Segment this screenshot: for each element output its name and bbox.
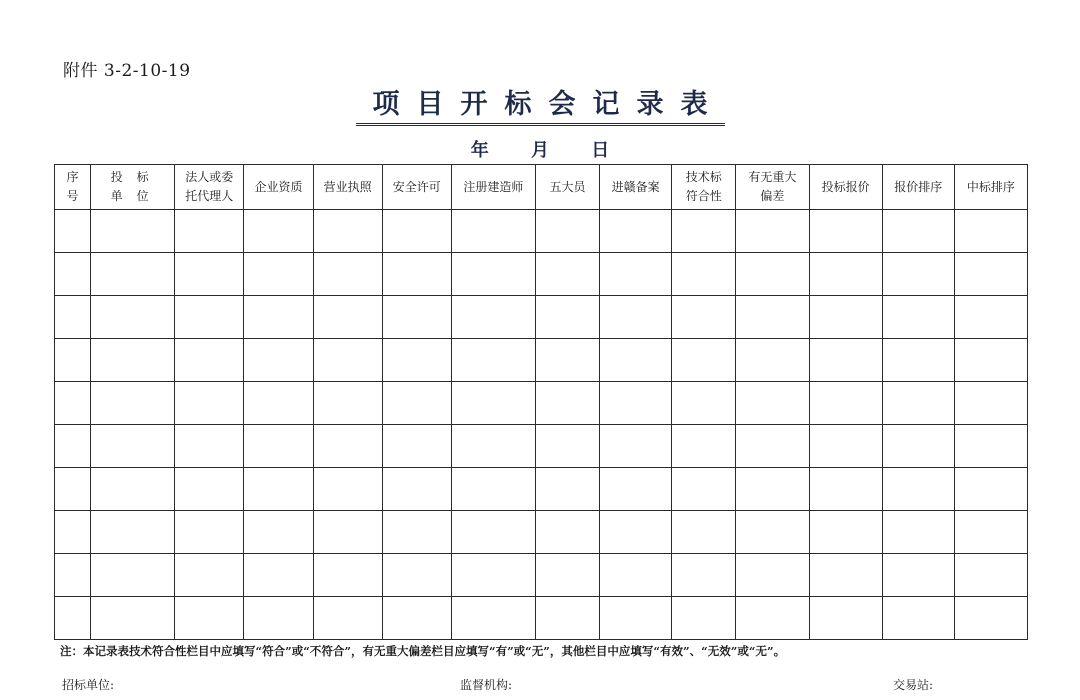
table-cell[interactable] xyxy=(55,382,91,425)
table-cell[interactable] xyxy=(736,425,809,468)
table-cell[interactable] xyxy=(882,339,954,382)
table-cell[interactable] xyxy=(382,382,451,425)
table-cell[interactable] xyxy=(451,382,535,425)
table-cell[interactable] xyxy=(882,210,954,253)
table-cell[interactable] xyxy=(55,511,91,554)
header-legal-rep-label: 法人或委托代理人 xyxy=(185,170,234,203)
table-cell[interactable] xyxy=(535,253,599,296)
table-cell[interactable] xyxy=(672,425,736,468)
table-cell[interactable] xyxy=(451,253,535,296)
date-month: 月 xyxy=(531,140,549,161)
header-qualification xyxy=(244,165,313,210)
table-cell[interactable] xyxy=(55,296,91,339)
table-cell[interactable] xyxy=(600,382,672,425)
table-cell[interactable] xyxy=(175,382,244,425)
table-row xyxy=(55,511,1028,554)
header-builder xyxy=(451,165,535,210)
table-row xyxy=(55,382,1028,425)
header-seq-label: 序号 xyxy=(66,170,79,203)
table-cell[interactable] xyxy=(244,296,313,339)
date-year: 年 xyxy=(470,140,489,161)
table-cell[interactable] xyxy=(244,253,313,296)
table-row xyxy=(55,253,1028,296)
table-cell[interactable] xyxy=(313,339,382,382)
table-cell[interactable] xyxy=(672,339,736,382)
table-cell[interactable] xyxy=(382,296,451,339)
table-cell[interactable] xyxy=(954,339,1027,382)
table-cell[interactable] xyxy=(736,511,809,554)
table-cell[interactable] xyxy=(600,511,672,554)
table-cell[interactable] xyxy=(451,210,535,253)
table-cell[interactable] xyxy=(91,597,175,640)
table-cell[interactable] xyxy=(600,253,672,296)
table-cell[interactable] xyxy=(809,468,882,511)
table-cell[interactable] xyxy=(736,468,809,511)
table-cell[interactable] xyxy=(809,296,882,339)
header-price-rank xyxy=(882,165,954,210)
table-cell[interactable] xyxy=(91,511,175,554)
table-cell[interactable] xyxy=(600,296,672,339)
attachment-label: 附件 3-2-10-19 xyxy=(63,61,191,81)
table-cell[interactable] xyxy=(382,425,451,468)
header-bidder-label: 投标单位 xyxy=(110,170,163,203)
header-safety-permit-label: 安全许可 xyxy=(392,179,441,194)
table-cell[interactable] xyxy=(954,296,1027,339)
table-cell[interactable] xyxy=(954,554,1027,597)
table-cell[interactable] xyxy=(882,382,954,425)
note-text: 注：本记录表技术符合性栏目中应填写“符合”或“不符合”，有无重大偏差栏目应填写“有”或“无”，其他栏目中应填写“有效”、“无效”或“无”。 xyxy=(60,644,786,658)
table-cell[interactable] xyxy=(175,339,244,382)
table-cell[interactable] xyxy=(313,253,382,296)
header-award-rank xyxy=(954,165,1027,210)
table-cell[interactable] xyxy=(882,597,954,640)
header-tech-compliance xyxy=(672,165,736,210)
table-cell[interactable] xyxy=(175,597,244,640)
table-cell[interactable] xyxy=(91,425,175,468)
table-cell[interactable] xyxy=(736,382,809,425)
header-price-rank-label: 报价排序 xyxy=(894,179,943,194)
header-filing-label: 进赣备案 xyxy=(611,179,660,194)
table-cell[interactable] xyxy=(244,597,313,640)
table-cell[interactable] xyxy=(535,468,599,511)
table-cell[interactable] xyxy=(313,425,382,468)
table-cell[interactable] xyxy=(736,296,809,339)
date-line xyxy=(0,136,1080,162)
table-cell[interactable] xyxy=(809,253,882,296)
table-cell[interactable] xyxy=(175,511,244,554)
table-cell[interactable] xyxy=(382,253,451,296)
table-cell[interactable] xyxy=(382,210,451,253)
header-safety-permit xyxy=(382,165,451,210)
supervisor-signature-label: 监督机构: xyxy=(460,678,513,692)
table-cell[interactable] xyxy=(672,253,736,296)
table-cell[interactable] xyxy=(672,597,736,640)
table-cell[interactable] xyxy=(535,511,599,554)
table-cell[interactable] xyxy=(882,253,954,296)
table-cell[interactable] xyxy=(244,382,313,425)
header-row xyxy=(55,165,1028,210)
table-cell[interactable] xyxy=(91,468,175,511)
table-cell[interactable] xyxy=(600,597,672,640)
header-award-rank-label: 中标排序 xyxy=(966,179,1015,194)
exchange-signature-label: 交易站: xyxy=(893,678,934,692)
table-cell[interactable] xyxy=(382,597,451,640)
table-cell[interactable] xyxy=(809,382,882,425)
table-cell[interactable] xyxy=(55,425,91,468)
header-bid-price-label: 投标报价 xyxy=(821,179,870,194)
table-row xyxy=(55,210,1028,253)
table-row xyxy=(55,339,1028,382)
table-cell[interactable] xyxy=(809,339,882,382)
table-cell[interactable] xyxy=(91,296,175,339)
table-cell[interactable] xyxy=(809,511,882,554)
table-cell[interactable] xyxy=(175,210,244,253)
table-cell[interactable] xyxy=(954,425,1027,468)
table-cell[interactable] xyxy=(55,468,91,511)
header-seq xyxy=(55,165,91,210)
table-cell[interactable] xyxy=(55,339,91,382)
table-cell[interactable] xyxy=(600,468,672,511)
header-major-deviation-label: 有无重大偏差 xyxy=(748,170,797,203)
table-cell[interactable] xyxy=(954,382,1027,425)
table-cell[interactable] xyxy=(313,296,382,339)
table-row xyxy=(55,425,1028,468)
table-cell[interactable] xyxy=(809,210,882,253)
table-row xyxy=(55,554,1028,597)
table-cell[interactable] xyxy=(244,468,313,511)
header-bidder xyxy=(91,165,175,210)
table-cell[interactable] xyxy=(600,339,672,382)
table-cell[interactable] xyxy=(244,210,313,253)
table-cell[interactable] xyxy=(809,597,882,640)
table-cell[interactable] xyxy=(451,597,535,640)
table-cell[interactable] xyxy=(535,210,599,253)
table-cell[interactable] xyxy=(535,296,599,339)
table-cell[interactable] xyxy=(175,554,244,597)
header-major-deviation xyxy=(736,165,809,210)
table-cell[interactable] xyxy=(175,296,244,339)
table-cell[interactable] xyxy=(736,339,809,382)
table-cell[interactable] xyxy=(451,339,535,382)
table-row xyxy=(55,597,1028,640)
header-five-staff-label: 五大员 xyxy=(549,179,586,194)
table-cell[interactable] xyxy=(809,425,882,468)
table-body xyxy=(55,210,1028,640)
table-row xyxy=(55,468,1028,511)
header-business-license xyxy=(313,165,382,210)
table-cell[interactable] xyxy=(55,253,91,296)
table-cell[interactable] xyxy=(175,253,244,296)
table-cell[interactable] xyxy=(882,511,954,554)
table-cell[interactable] xyxy=(809,554,882,597)
table-cell[interactable] xyxy=(313,382,382,425)
table-cell[interactable] xyxy=(313,554,382,597)
table-cell[interactable] xyxy=(882,468,954,511)
table-cell[interactable] xyxy=(954,253,1027,296)
table-cell[interactable] xyxy=(535,339,599,382)
table-cell[interactable] xyxy=(451,296,535,339)
table-row xyxy=(55,296,1028,339)
header-legal-rep xyxy=(175,165,244,210)
table-cell[interactable] xyxy=(244,511,313,554)
table-cell[interactable] xyxy=(55,210,91,253)
table-cell[interactable] xyxy=(672,382,736,425)
table-cell[interactable] xyxy=(451,511,535,554)
table-cell[interactable] xyxy=(175,468,244,511)
table-cell[interactable] xyxy=(382,339,451,382)
table-cell[interactable] xyxy=(451,425,535,468)
table-cell[interactable] xyxy=(451,554,535,597)
table-cell[interactable] xyxy=(672,210,736,253)
tenderer-signature-label: 招标单位: xyxy=(62,678,115,692)
table-cell[interactable] xyxy=(672,468,736,511)
table-cell[interactable] xyxy=(313,597,382,640)
table-cell[interactable] xyxy=(313,468,382,511)
header-five-staff xyxy=(535,165,599,210)
table-cell[interactable] xyxy=(313,210,382,253)
table-cell[interactable] xyxy=(535,425,599,468)
table-cell[interactable] xyxy=(736,554,809,597)
record-table xyxy=(54,164,1028,640)
table-cell[interactable] xyxy=(600,210,672,253)
table-cell[interactable] xyxy=(244,554,313,597)
table-cell[interactable] xyxy=(672,554,736,597)
date-day: 日 xyxy=(591,140,610,161)
page-title: 项目开标会记录表 xyxy=(356,88,725,126)
table-cell[interactable] xyxy=(382,554,451,597)
table-cell[interactable] xyxy=(313,511,382,554)
table-cell[interactable] xyxy=(736,253,809,296)
header-filing xyxy=(600,165,672,210)
table-cell[interactable] xyxy=(736,210,809,253)
table-cell[interactable] xyxy=(600,554,672,597)
header-tech-compliance-label: 技术标符合性 xyxy=(685,170,722,203)
header-business-license-label: 营业执照 xyxy=(323,179,372,194)
table-cell[interactable] xyxy=(175,425,244,468)
table-cell[interactable] xyxy=(672,511,736,554)
table-cell[interactable] xyxy=(882,554,954,597)
header-qualification-label: 企业资质 xyxy=(254,179,303,194)
table-cell[interactable] xyxy=(382,468,451,511)
table-cell[interactable] xyxy=(600,425,672,468)
table-cell[interactable] xyxy=(535,597,599,640)
table-cell[interactable] xyxy=(451,468,535,511)
table-cell[interactable] xyxy=(382,511,451,554)
table-cell[interactable] xyxy=(91,554,175,597)
header-builder-label: 注册建造师 xyxy=(463,179,524,194)
table-cell[interactable] xyxy=(91,253,175,296)
table-cell[interactable] xyxy=(535,554,599,597)
table-cell[interactable] xyxy=(55,554,91,597)
table-cell[interactable] xyxy=(954,468,1027,511)
table-cell[interactable] xyxy=(954,597,1027,640)
title-block xyxy=(0,88,1080,126)
table-cell[interactable] xyxy=(672,296,736,339)
header-bid-price xyxy=(809,165,882,210)
table-cell[interactable] xyxy=(244,339,313,382)
table-cell[interactable] xyxy=(954,511,1027,554)
table-cell[interactable] xyxy=(91,382,175,425)
table-cell[interactable] xyxy=(882,425,954,468)
table-cell[interactable] xyxy=(882,296,954,339)
table-cell[interactable] xyxy=(954,210,1027,253)
table-cell[interactable] xyxy=(55,597,91,640)
table-cell[interactable] xyxy=(244,425,313,468)
table-cell[interactable] xyxy=(91,339,175,382)
table-cell[interactable] xyxy=(736,597,809,640)
table-cell[interactable] xyxy=(91,210,175,253)
table-cell[interactable] xyxy=(535,382,599,425)
